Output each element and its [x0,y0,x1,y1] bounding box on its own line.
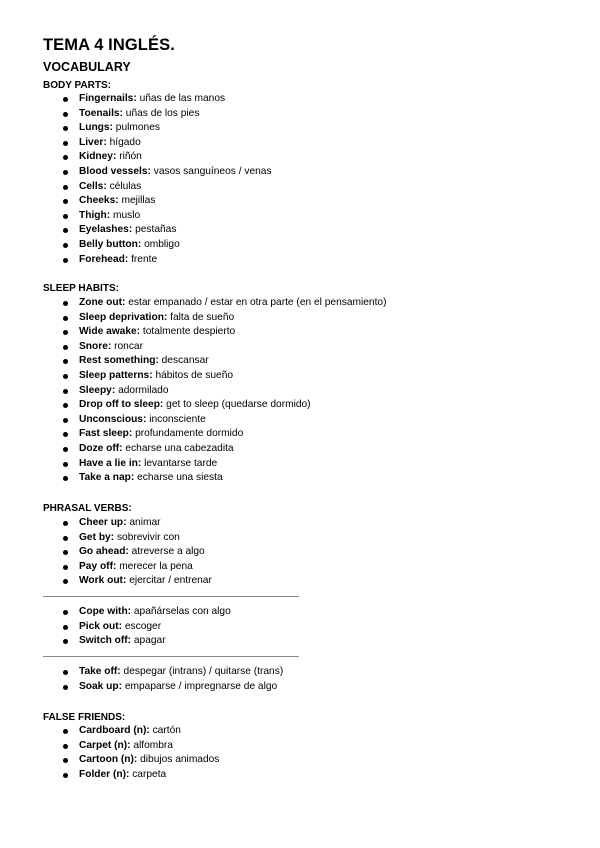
list-item [0,634,231,649]
vocab-definition: animar [126,517,161,528]
list-item [0,296,386,311]
list-item [0,739,219,754]
list-item [0,724,219,739]
vocab-term: Get by: [79,531,115,543]
vocab-definition: frente [128,253,158,265]
list-item [0,253,272,268]
list-item [0,680,283,695]
vocab-definition: hábitos de sueño [152,369,234,381]
vocab-definition: inconsciente [146,413,206,425]
list-item [0,311,386,326]
list-item [0,413,386,428]
list-item [0,471,386,486]
vocab-term: Soak up: [79,680,123,692]
vocab-term: Work out: [79,575,127,587]
list-item [0,620,231,635]
vocab-term: Wide awake: [79,326,141,338]
vocab-term: Snore: [79,340,112,352]
list-item [0,180,272,195]
vocab-definition: despegar (intrans) / quitarse (trans) [120,666,284,677]
vocab-definition: roncar [111,340,143,352]
list-item [0,121,272,136]
vocab-term: Unconscious: [79,413,147,425]
list-item [0,574,212,589]
vocab-definition: levantarse tarde [141,457,218,469]
list-item [0,92,272,107]
vocab-term: Take a nap: [79,472,135,484]
vocab-term: Blood vessels: [79,165,151,177]
phrasal-verbs-list-2 [0,605,231,649]
list-item [0,457,386,472]
list-item [0,665,283,680]
vocab-definition: empaparse / impregnarse de algo [122,680,278,692]
list-item [0,560,212,575]
section-heading-false-friends: FALSE FRIENDS: [43,712,126,723]
vocab-definition: riñón [116,151,142,163]
list-item [0,223,272,238]
list-item [0,107,272,122]
vocab-definition: hígado [106,136,141,148]
vocab-definition: apagar [131,635,166,647]
vocab-term: Liver: [79,136,107,148]
vocab-definition: pulmones [112,122,160,134]
vocab-definition: descansar [158,355,209,367]
vocab-definition: falta de sueño [167,311,235,323]
list-item [0,384,386,399]
vocab-definition: carpeta [129,768,167,780]
vocab-definition: células [106,180,142,192]
list-item [0,545,212,560]
list-item [0,369,386,384]
vocab-definition: sobrevivir con [114,531,180,543]
vocab-term: Take off: [79,666,121,677]
list-item [0,354,386,369]
vocab-definition: adormilado [115,384,169,396]
vocab-definition: echarse una cabezadita [122,442,234,454]
vocab-definition: vasos sanguíneos / venas [150,165,272,177]
vocab-term: Fingernails: [79,93,137,104]
list-item [0,150,272,165]
vocab-term: Cardboard (n): [79,725,150,736]
list-item [0,165,272,180]
phrasal-verbs-list-1 [0,516,212,589]
vocab-term: Pay off: [79,560,117,572]
vocab-definition: dibujos animados [137,754,220,766]
vocab-definition: apañárselas con algo [131,606,231,617]
vocab-definition: uñas de las manos [136,93,226,104]
vocab-term: Doze off: [79,442,123,454]
vocab-term: Sleepy: [79,384,116,396]
vocab-term: Cheer up: [79,517,127,528]
false-friends-list [0,724,219,782]
list-item [0,209,272,224]
vocab-definition: profundamente dormido [132,428,244,440]
vocab-definition: get to sleep (quedarse dormido) [163,399,311,411]
vocab-term: Folder (n): [79,768,130,780]
sleep-habits-list [0,296,386,486]
vocab-term: Cope with: [79,606,132,617]
vocab-term: Sleep deprivation: [79,311,168,323]
vocab-term: Cheeks: [79,195,119,207]
vocab-term: Kidney: [79,151,117,163]
vocab-term: Pick out: [79,620,123,632]
vocab-definition: echarse una siesta [134,472,223,484]
vocab-term: Carpet (n): [79,739,131,751]
vocab-term: Zone out: [79,297,126,308]
list-item [0,516,212,531]
list-item [0,753,219,768]
vocab-definition: ejercitar / entrenar [126,575,212,587]
vocab-definition: cartón [149,725,181,736]
list-item [0,531,212,546]
divider-line [43,596,299,597]
vocab-term: Eyelashes: [79,224,133,236]
document-subtitle: VOCABULARY [43,60,131,74]
vocab-term: Lungs: [79,122,113,134]
list-item [0,605,231,620]
list-item [0,325,386,340]
body-parts-list [0,92,272,267]
vocab-term: Sleep patterns: [79,369,153,381]
section-heading-sleep-habits: SLEEP HABITS: [43,283,119,294]
vocab-definition: ombligo [141,238,180,250]
vocab-term: Cells: [79,180,107,192]
vocab-definition: alfombra [130,739,173,751]
list-item [0,398,386,413]
vocab-definition: mejillas [118,195,156,207]
vocab-term: Thigh: [79,209,111,221]
list-item [0,768,219,783]
section-heading-body-parts: BODY PARTS: [43,80,111,91]
vocab-term: Fast sleep: [79,428,133,440]
vocab-term: Go ahead: [79,546,129,558]
document-title: TEMA 4 INGLÉS. [43,36,175,54]
vocab-definition: atreverse a algo [128,546,205,558]
vocab-definition: escoger [122,620,162,632]
vocab-definition: uñas de los pies [122,107,200,119]
vocab-term: Switch off: [79,635,132,647]
vocab-term: Forehead: [79,253,129,265]
vocab-term: Toenails: [79,107,123,119]
vocab-term: Belly button: [79,238,142,250]
vocab-definition: pestañas [132,224,177,236]
vocab-definition: estar empanado / estar en otra parte (en el pensamiento) [125,297,387,308]
list-item [0,340,386,355]
list-item [0,238,272,253]
list-item [0,136,272,151]
list-item [0,427,386,442]
divider-line [43,656,299,657]
vocab-definition: muslo [110,209,141,221]
list-item [0,442,386,457]
vocab-definition: merecer la pena [116,560,193,572]
vocab-term: Drop off to sleep: [79,399,164,411]
phrasal-verbs-list-3 [0,665,283,694]
section-heading-phrasal-verbs: PHRASAL VERBS: [43,503,132,514]
vocab-term: Rest something: [79,355,159,367]
vocab-definition: totalmente despierto [140,326,236,338]
vocab-term: Have a lie in: [79,457,142,469]
vocab-term: Cartoon (n): [79,754,138,766]
list-item [0,194,272,209]
